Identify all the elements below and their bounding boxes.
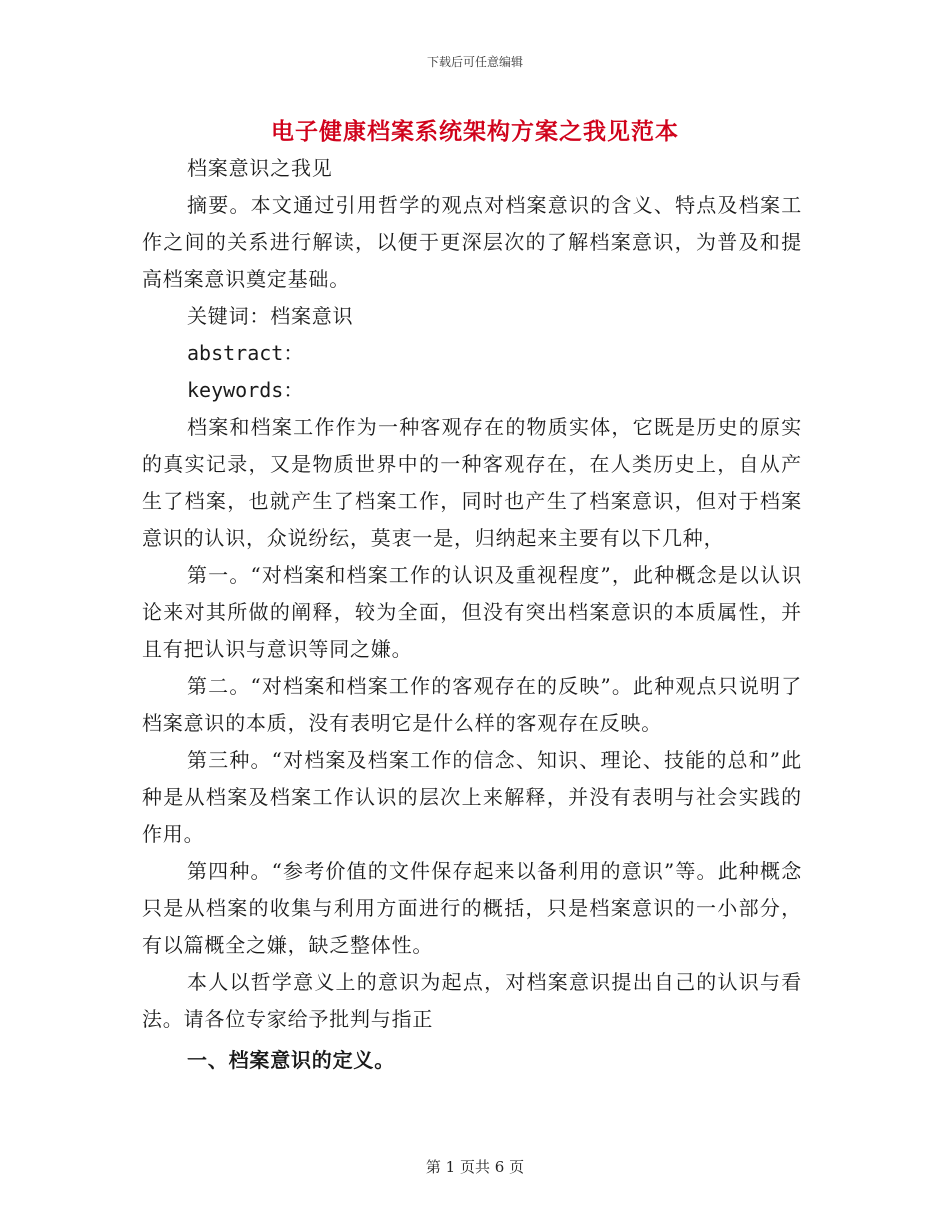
page-number-footer: 第 1 页共 6 页 [425,1158,525,1176]
keywords-paragraph: 关键词：档案意识 [187,304,354,328]
abstract-en-label: abstract： [187,341,304,365]
body-paragraph: 第一。“对档案和档案工作的认识及重视程度”，此种概念是以认识论来对其所做的阐释，较为全面，但没有突出档案意识的本质属性，并且有把认识与意识等同之嫌。 [142,563,802,661]
document-body [142,150,802,1079]
section-heading: 一、档案意识的定义。 [187,1048,395,1072]
page-header-note: 下载后可任意编辑 [426,55,523,69]
body-paragraph: 本人以哲学意义上的意识为起点，对档案意识提出自己的认识与看法。请各位专家给予批判与指正 [142,970,802,1031]
body-paragraph: 档案和档案工作作为一种客观存在的物质实体，它既是历史的原实的真实记录，又是物质世界中的一种客观存在，在人类历史上，自从产生了档案，也就产生了档案工作，同时也产生了档案意识，但对于档案意识的认识，众说纷纭，莫衷一是，归纳起来主要有以下几种， [142,415,802,550]
document-title: 电子健康档案系统架构方案之我见范本 [271,118,679,145]
keywords-en-label: keywords： [187,378,304,402]
body-paragraph: 第二。“对档案和档案工作的客观存在的反映”。此种观点只说明了档案意识的本质，没有表明它是什么样的客观存在反映。 [142,674,802,735]
body-paragraph: 第三种。“对档案及档案工作的信念、知识、理论、技能的总和”此种是从档案及档案工作认识的层次上来解释，并没有表明与社会实践的作用。 [142,748,802,846]
abstract-paragraph: 摘要。本文通过引用哲学的观点对档案意识的含义、特点及档案工作之间的关系进行解读，以便于更深层次的了解档案意识，为普及和提高档案意识奠定基础。 [142,193,802,291]
subtitle-paragraph: 档案意识之我见 [187,156,333,180]
body-paragraph: 第四种。“参考价值的文件保存起来以备利用的意识”等。此种概念只是从档案的收集与利用方面进行的概括，只是档案意识的一小部分，有以篇概全之嫌，缺乏整体性。 [142,859,802,957]
